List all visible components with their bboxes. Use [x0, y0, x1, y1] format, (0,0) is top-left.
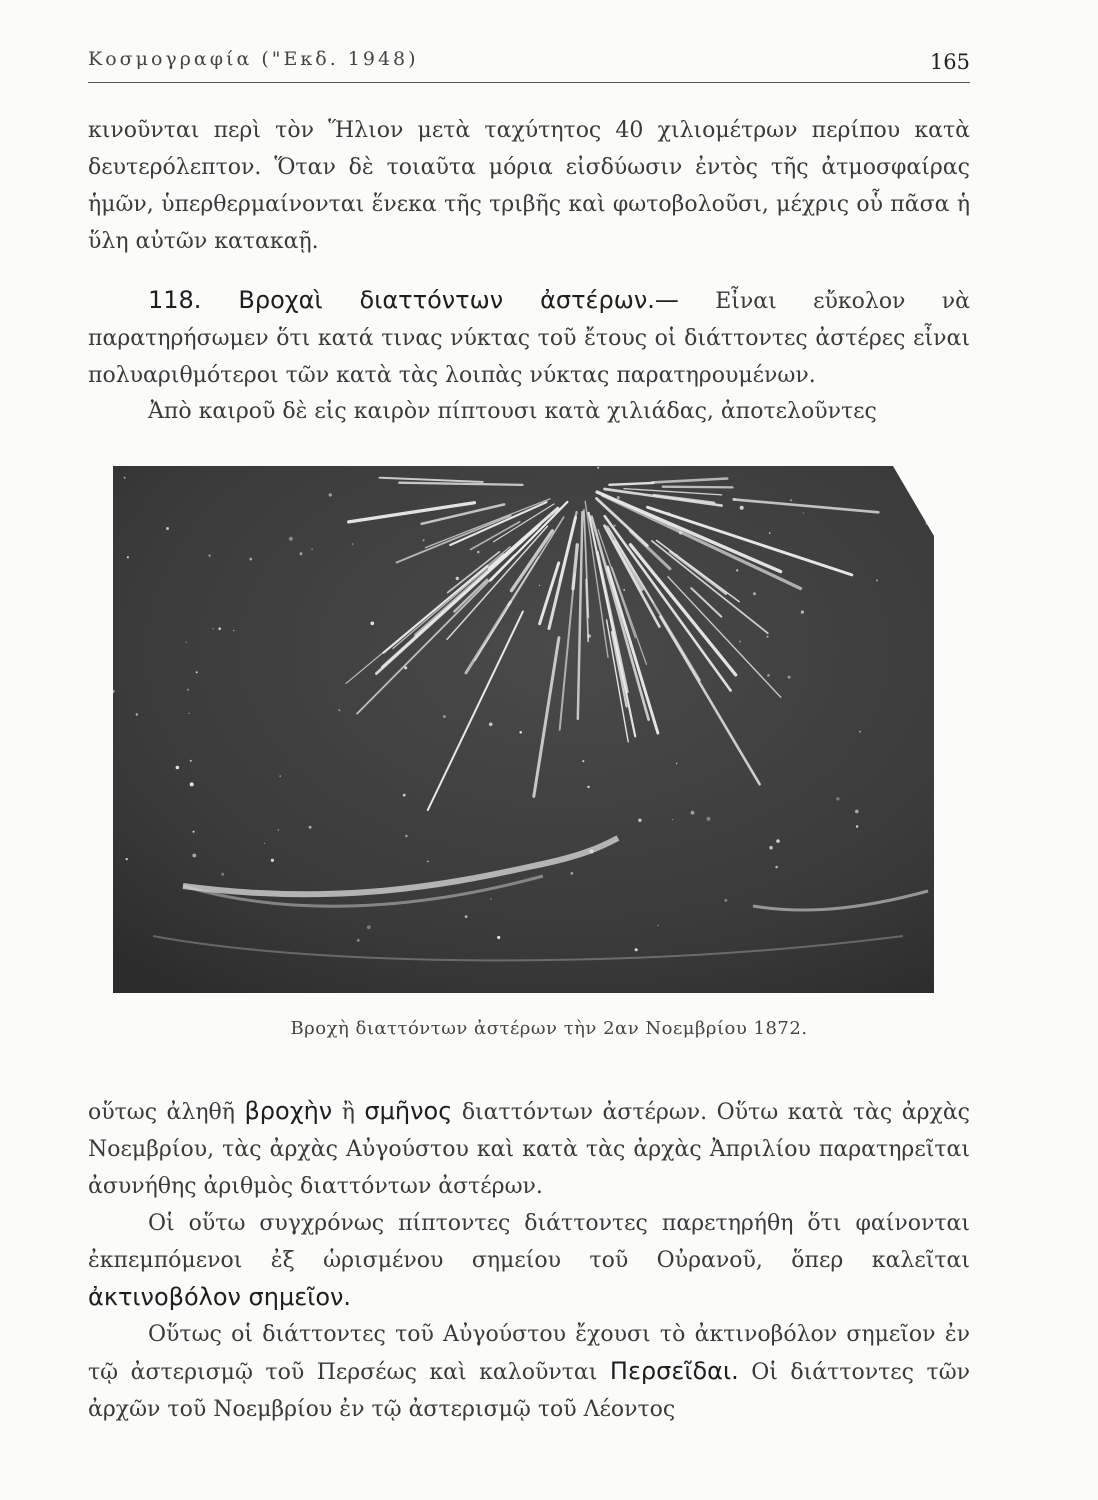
star: [803, 512, 805, 514]
star: [623, 589, 625, 591]
star: [443, 715, 446, 718]
star: [124, 477, 126, 479]
star: [570, 872, 573, 875]
star: [776, 839, 780, 843]
star: [876, 579, 878, 581]
star: [405, 835, 408, 838]
star: [218, 627, 221, 630]
star: [166, 527, 169, 530]
star: [187, 689, 189, 691]
paragraph-4: [88, 1093, 970, 1205]
star: [490, 898, 491, 899]
star: [766, 636, 768, 638]
star: [311, 548, 313, 550]
star: [587, 786, 589, 788]
star: [740, 506, 744, 510]
term-radiant-point: ἀκτινοβόλον σημεῖον.: [88, 1283, 352, 1311]
paragraph-2-text: Εἶναι εὔκολον νὰ παρατηρήσωμεν ὅτι κατά τινας νύκτας τοῦ ἔτους οἱ διάττοντες ἀστέρες εἶναι πολυαριθμότεροι τῶν κατὰ τὰς λοιπὰς νύκτας παρατηρουμένων.: [88, 289, 970, 388]
section-heading: 118. Βροχαὶ διαττόντων ἀστέρων.—: [148, 286, 679, 314]
star: [196, 671, 198, 673]
star: [271, 859, 274, 862]
running-head: [88, 42, 970, 83]
star: [127, 556, 129, 558]
star: [539, 585, 540, 586]
star: [597, 467, 599, 469]
star: [186, 642, 187, 643]
meteor-streak: [663, 487, 733, 488]
star: [489, 723, 493, 727]
star: [422, 539, 424, 541]
paragraph-3-text: Ἀπὸ καιροῦ δὲ εἰς καιρὸν πίπτουσι κατὰ χιλιάδας, ἀποτελοῦντες: [148, 399, 877, 424]
star: [309, 826, 312, 829]
star: [403, 794, 406, 797]
star: [279, 775, 281, 777]
star: [519, 731, 522, 734]
star: [859, 731, 861, 733]
meteor-shower-illustration: [113, 466, 934, 993]
paragraph-6-text-a: Οὕτως οἱ διάττοντες τοῦ Αὐγούστου ἔχουσι τὸ ἀκτινοβόλον σημεῖον ἐν τῷ ἀστερισμῷ τοῦ Περσέως καὶ καλοῦνται: [88, 1322, 970, 1385]
paragraph-1-text: κινοῦνται περὶ τὸν Ἥλιον μετὰ ταχύτητος 40 χιλιομέτρων περίπου κατὰ δευτερόλεπτον. Ὅταν δὲ τοιαῦτα μόρια εἰσδύωσιν ἐντὸς τῆς ἀτμοσφαίρας ἡμῶν, ὑπερθερμαίνονται ἕνεκα τῆς τριβῆς καὶ φωτοβολοῦσι, μέχρις οὗ πᾶσα ἡ ὕλη αὐτῶν κατακαῇ.: [88, 118, 970, 254]
star: [736, 569, 738, 571]
star: [753, 592, 756, 595]
page-number: 165: [929, 50, 970, 74]
star: [278, 829, 279, 830]
star: [691, 811, 695, 815]
meteor-shower-figure: [113, 466, 934, 993]
star: [477, 551, 480, 554]
star: [289, 537, 293, 541]
star: [617, 496, 620, 499]
paragraph-1: [88, 112, 970, 260]
star: [769, 532, 771, 534]
star: [836, 797, 839, 800]
star: [856, 825, 858, 827]
star: [635, 948, 638, 951]
star: [367, 925, 371, 929]
star: [465, 915, 468, 918]
star: [769, 846, 772, 849]
star: [213, 628, 214, 629]
star: [672, 819, 673, 820]
star: [329, 493, 332, 496]
star: [190, 782, 194, 786]
star: [190, 760, 192, 762]
star: [208, 554, 210, 556]
star: [188, 713, 189, 714]
star: [136, 713, 138, 715]
star: [767, 674, 770, 677]
star: [926, 522, 929, 525]
paragraph-3: [88, 393, 970, 430]
term-brochen: βροχὴν: [244, 1097, 333, 1125]
night-sky: [113, 466, 934, 993]
star: [676, 763, 677, 764]
paragraph-6: [88, 1316, 970, 1428]
running-title: Κοσμογραφία ("Εκδ. 1948): [88, 48, 419, 70]
star: [352, 543, 354, 545]
star: [126, 858, 128, 860]
star: [582, 760, 584, 762]
star: [657, 925, 658, 926]
star: [638, 819, 641, 822]
star: [371, 622, 375, 626]
star: [788, 676, 791, 679]
figure-caption: Βροχὴ διαττόντων ἀστέρων τὴν 2αν Νοεμβρίου 1872.: [290, 1018, 808, 1039]
term-smenos: σμῆνος: [364, 1097, 453, 1125]
paragraph-5: [88, 1205, 970, 1317]
star: [338, 709, 340, 711]
paragraph-4-text-a: οὕτως ἀληθῆ: [88, 1100, 235, 1125]
star: [775, 866, 778, 869]
star: [855, 810, 859, 814]
star: [176, 766, 180, 770]
paragraph-4-text-c: διαττόντων ἀστέρων. Οὕτω κατὰ τὰς ἀρχὰς Νοεμβρίου, τὰς ἀρχὰς Αὐγούστου καὶ κατὰ τὰς ἀρχὰς Ἀπριλίου παρατηρεῖται ἀσυνήθης ἀριθμὸς διαττόντων ἀστέρων.: [88, 1100, 971, 1199]
star: [801, 611, 804, 614]
star: [614, 525, 616, 527]
star: [357, 939, 360, 942]
paragraph-2: [88, 282, 970, 394]
star: [707, 817, 711, 821]
star: [427, 861, 429, 863]
paragraph-6-text-b: Οἱ διάττοντες τῶν ἀρχῶν τοῦ Νοεμβρίου ἐν τῷ ἀστερισμῷ τοῦ Λέοντος: [88, 1360, 971, 1422]
star: [300, 552, 303, 555]
star: [739, 641, 741, 643]
star: [264, 843, 265, 844]
paragraph-4-text-b: ἢ: [341, 1100, 355, 1125]
star: [249, 558, 252, 561]
term-perseids: Περσεῖδαι.: [609, 1357, 739, 1385]
star: [221, 873, 224, 876]
star: [724, 899, 727, 902]
star: [790, 499, 792, 501]
star: [193, 831, 195, 833]
star: [192, 854, 196, 858]
star: [233, 630, 235, 632]
paragraph-5-text: Οἱ οὕτω συγχρόνως πίπτοντες διάττοντες παρετηρήθη ὅτι φαίνονται ἐκπεμπόμενοι ἐξ ὡρισμένου σημείου τοῦ Οὐρανοῦ, ὅπερ καλεῖται: [88, 1211, 970, 1273]
star: [456, 577, 459, 580]
star: [497, 936, 500, 939]
